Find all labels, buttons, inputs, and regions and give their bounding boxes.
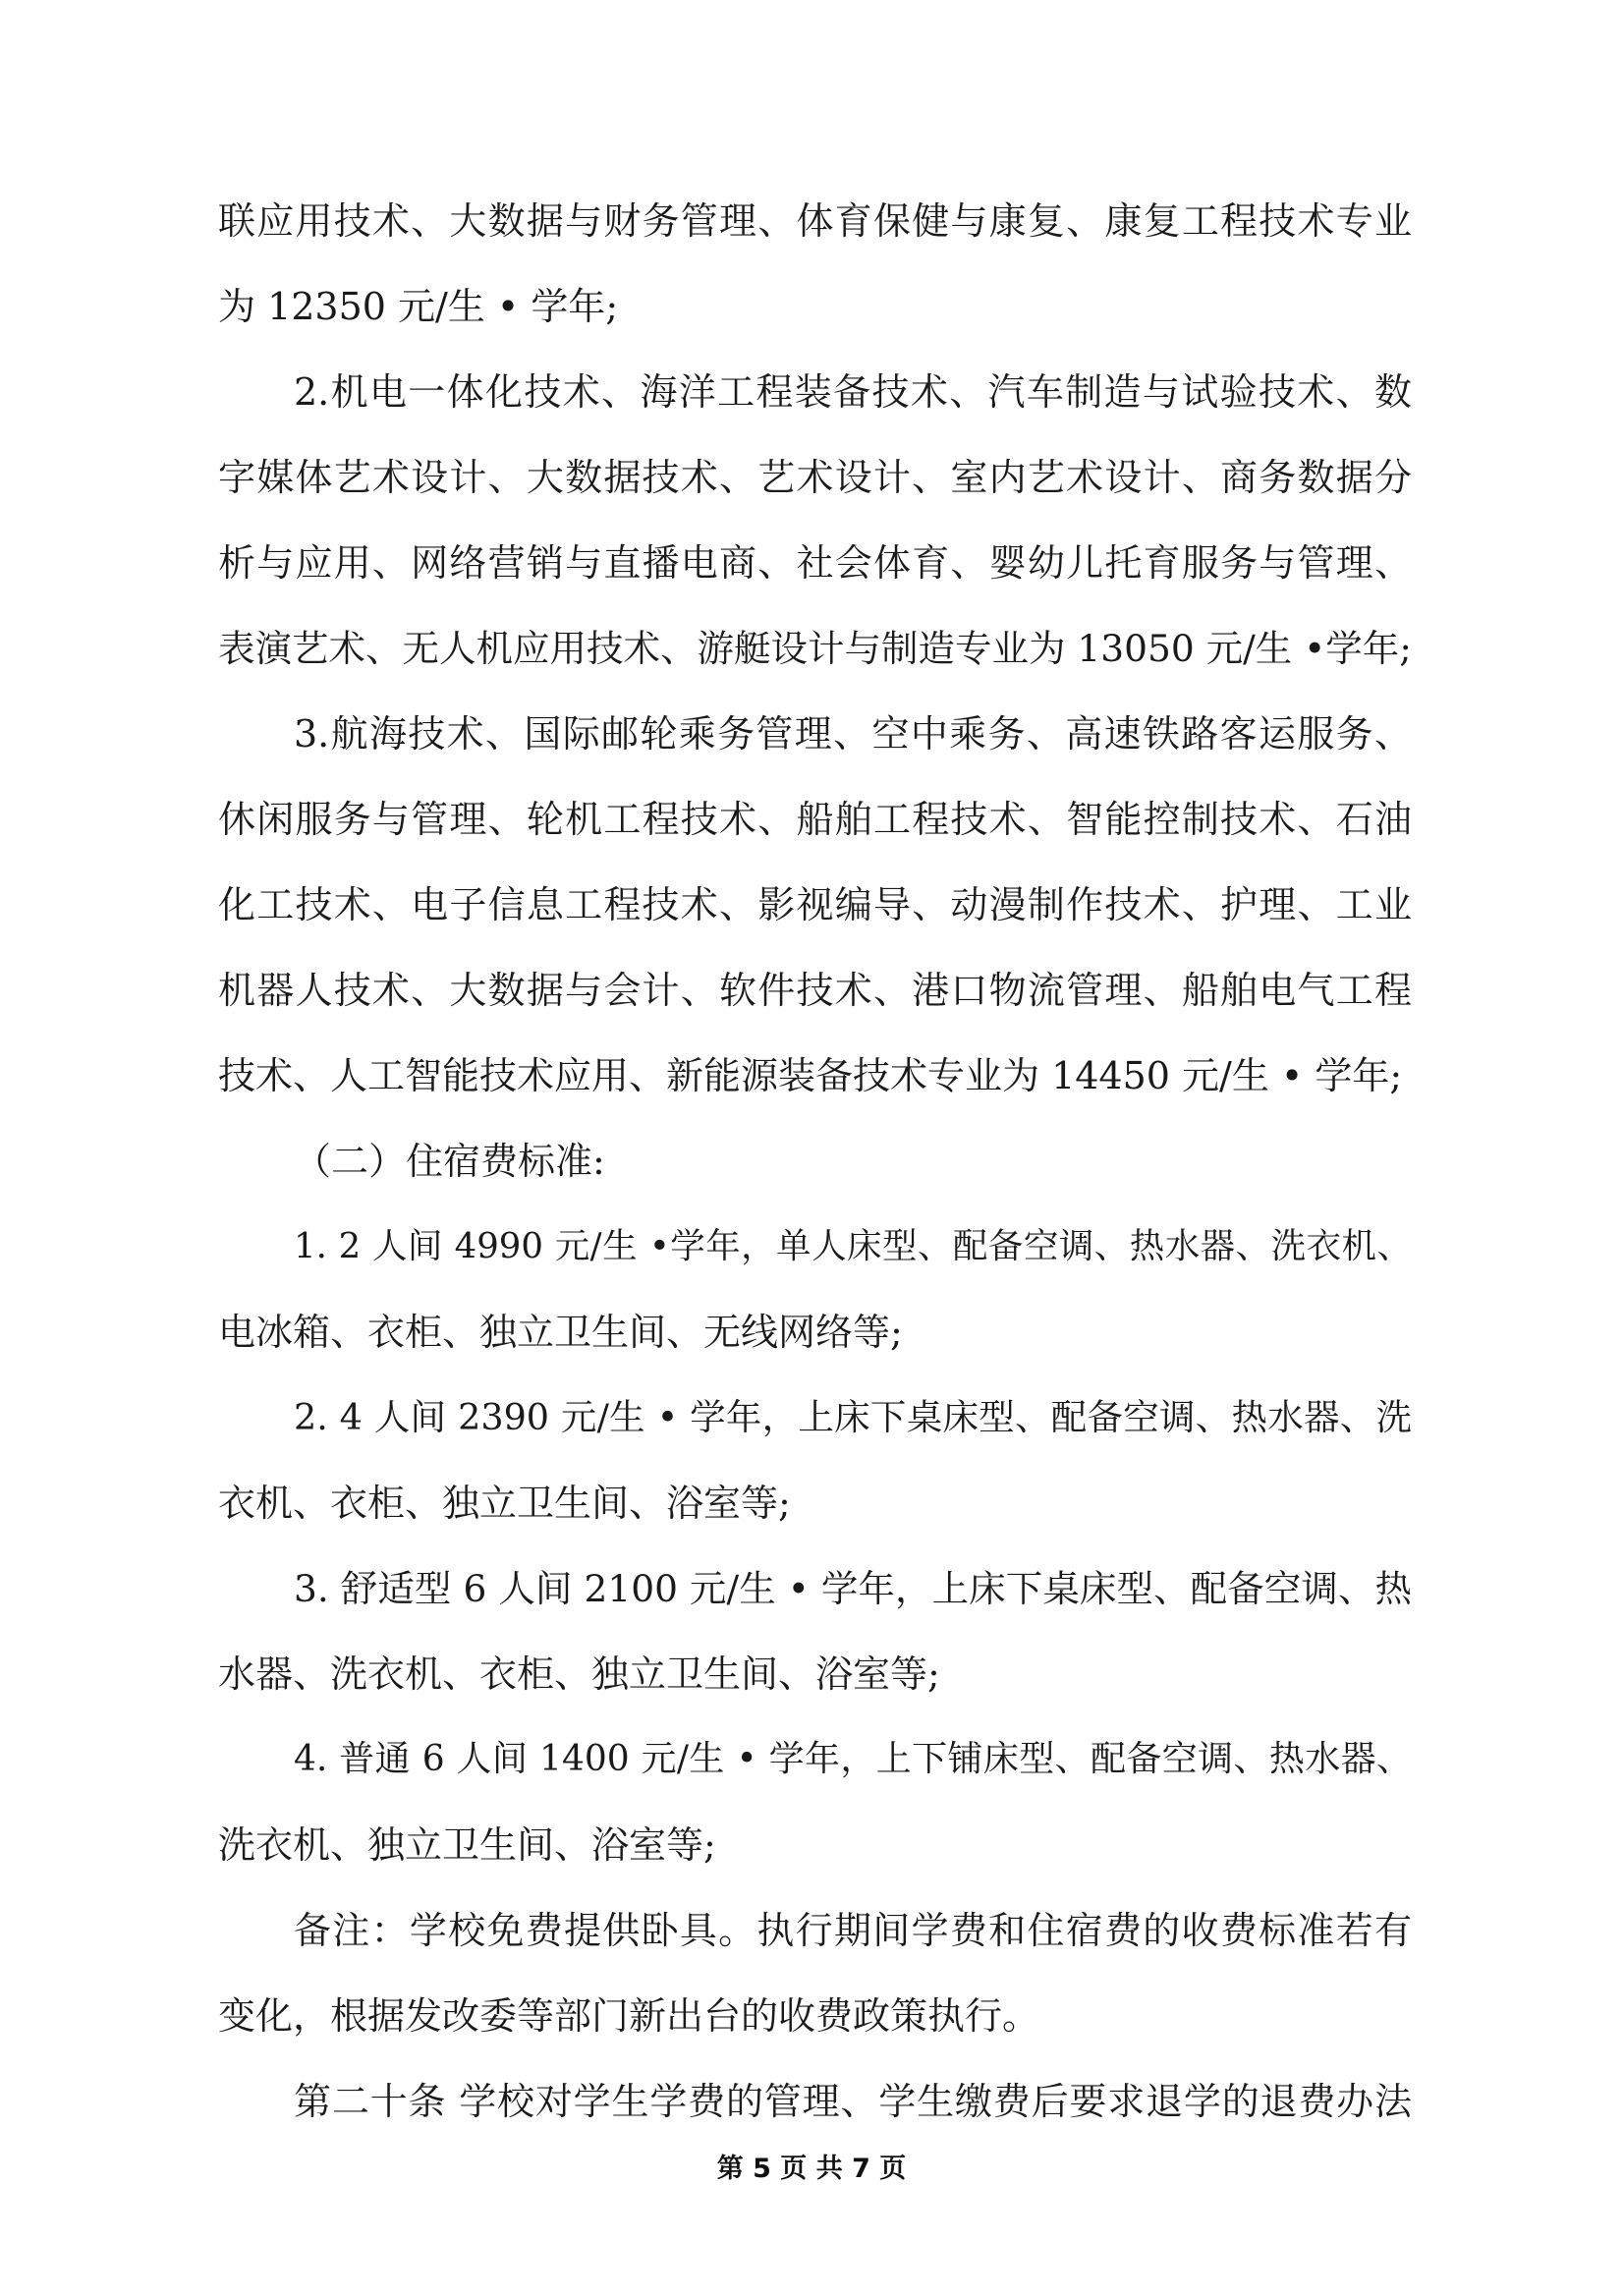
- text-line: 电冰箱、衣柜、独立卫生间、无线网络等;: [218, 1311, 903, 1354]
- text-line: 4. 普通 6 人间 1400 元/生 • 学年，上下铺床型、配备空调、热水器、: [294, 1739, 1412, 1779]
- text-line: 第二十条 学校对学生学费的管理、学生缴费后要求退学的退费办法: [294, 2080, 1412, 2123]
- text-line: 3.航海技术、国际邮轮乘务管理、空中乘务、高速铁路客运服务、: [294, 712, 1412, 756]
- text-line: 联应用技术、大数据与财务管理、体育保健与康复、康复工程技术专业: [218, 199, 1412, 243]
- text-line: 为 12350 元/生 • 学年;: [218, 285, 619, 328]
- text-line: 衣机、衣柜、独立卫生间、浴室等;: [218, 1482, 791, 1525]
- text-line: 技术、人工智能技术应用、新能源装备技术专业为 14450 元/生 • 学年;: [218, 1054, 1403, 1097]
- text-line: 备注：学校免费提供卧具。执行期间学费和住宿费的收费标准若有: [294, 1909, 1412, 1952]
- text-line: 洗衣机、独立卫生间、浴室等;: [218, 1823, 716, 1867]
- text-line: 表演艺术、无人机应用技术、游艇设计与制造专业为 13050 元/生 •学年;: [218, 627, 1412, 670]
- text-line: 2. 4 人间 2390 元/生 • 学年，上床下桌床型、配备空调、热水器、洗: [294, 1396, 1412, 1438]
- text-line: 2.机电一体化技术、海洋工程装备技术、汽车制造与试验技术、数: [294, 370, 1412, 414]
- text-line: 3. 舒适型 6 人间 2100 元/生 • 学年，上床下桌床型、配备空调、热: [294, 1567, 1412, 1610]
- text-line: 字媒体艺术设计、大数据技术、艺术设计、室内艺术设计、商务数据分: [218, 456, 1412, 499]
- text-line: 休闲服务与管理、轮机工程技术、船舶工程技术、智能控制技术、石油: [218, 798, 1412, 841]
- text-line: 变化，根据发改委等部门新出台的收费政策执行。: [218, 1994, 1040, 2038]
- text-line: 1. 2 人间 4990 元/生 •学年，单人床型、配备空调、热水器、洗衣机、: [294, 1226, 1412, 1266]
- page-number-footer: 第 5 页 共 7 页: [716, 2154, 907, 2184]
- text-line: 水器、洗衣机、衣柜、独立卫生间、浴室等;: [218, 1652, 940, 1696]
- text-line: 化工技术、电子信息工程技术、影视编导、动漫制作技术、护理、工业: [218, 883, 1412, 926]
- text-line: 析与应用、网络营销与直播电商、社会体育、婴幼儿托育服务与管理、: [218, 541, 1412, 585]
- section-heading: （二）住宿费标准:: [294, 1140, 605, 1183]
- document-body: [218, 187, 1412, 2153]
- text-line: 机器人技术、大数据与会计、软件技术、港口物流管理、船舶电气工程: [218, 969, 1412, 1012]
